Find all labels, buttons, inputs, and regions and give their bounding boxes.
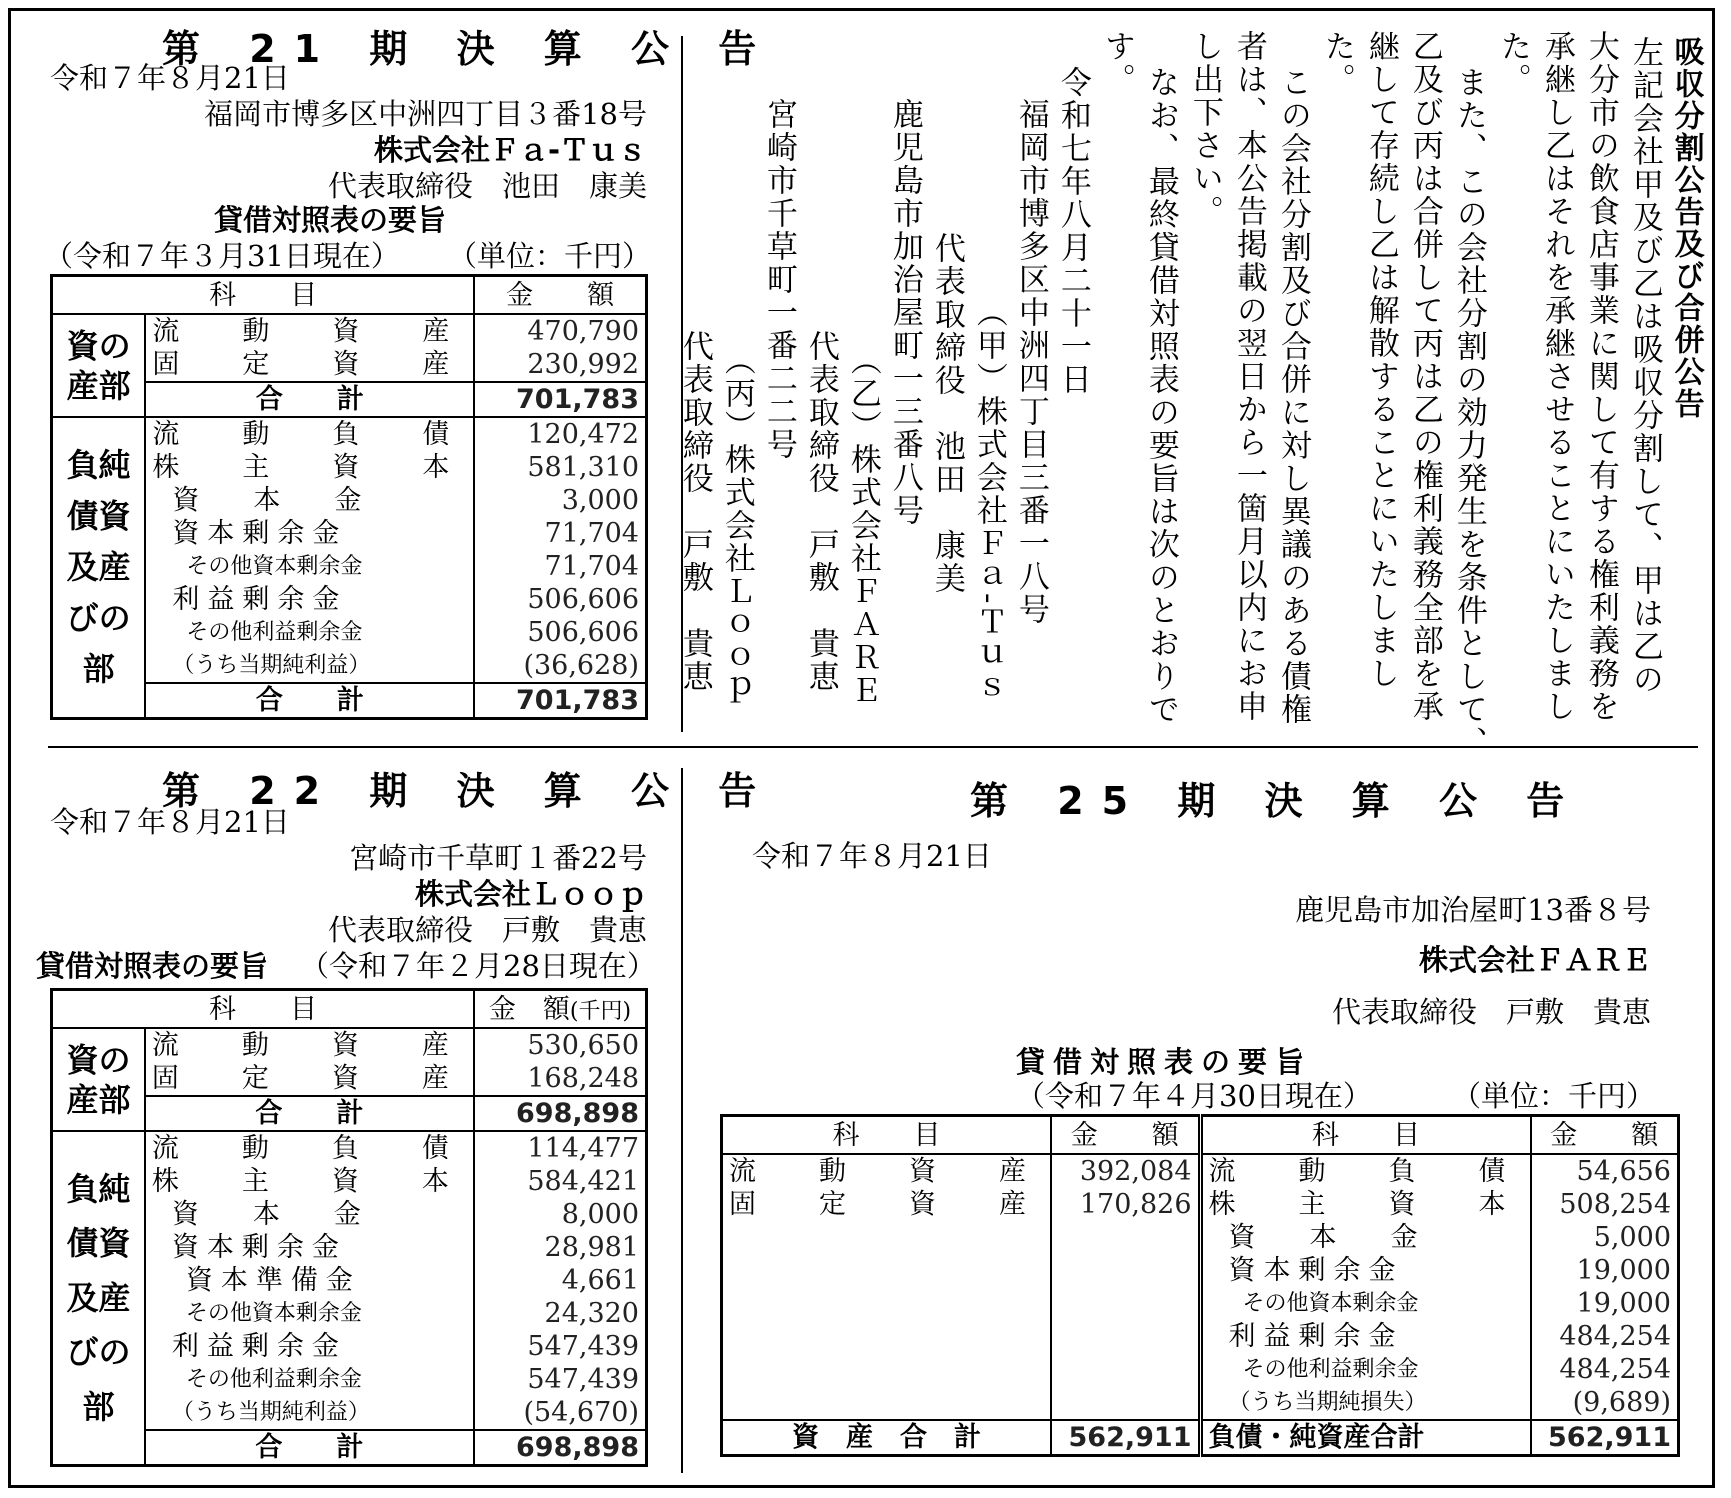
notice22-balance-sheet (50, 988, 648, 1467)
col-unit-text: (千円) (569, 998, 632, 1024)
liab-label: 資本剰余金 (1200, 1254, 1531, 1287)
merger-text-col: 承継し乙はそれを承継させることにいたしまし (1538, 30, 1575, 723)
merger-rep-c: 代表取締役 戸敷 貴恵 (676, 330, 713, 693)
liab-label: 資本剰余金 (145, 1231, 474, 1264)
empty-cell (722, 1221, 1052, 1254)
merger-text-col: この会社分割及び合併に対し異議のある債権 (1274, 66, 1311, 726)
liab-value: 8,000 (474, 1198, 647, 1231)
liab-label: 資 本 金 (145, 1198, 474, 1231)
liab-value: 584,421 (474, 1165, 647, 1198)
empty-cell (1051, 1320, 1200, 1353)
liab-value: 506,606 (474, 616, 646, 649)
notice25-title: 第 25 期 決 算 公 告 (970, 779, 1583, 823)
empty-cell (1051, 1353, 1200, 1386)
liab-label: （うち当期純損失） (1200, 1386, 1531, 1420)
liab-value: 3,000 (474, 484, 646, 517)
liab-value: 508,254 (1531, 1188, 1679, 1221)
liab-value: 120,472 (474, 417, 646, 451)
assets-total-value: 562,911 (1051, 1420, 1200, 1456)
empty-cell (1051, 1221, 1200, 1254)
liab-label: 利益剰余金 (145, 583, 474, 616)
liab-label: その他利益剰余金 (1200, 1353, 1531, 1386)
asset-label: 固 定 資 産 (722, 1188, 1052, 1221)
asset-value: 392,084 (1051, 1154, 1200, 1188)
notice21-bs-date: （令和７年３月31日現在） (44, 239, 400, 273)
notice25-bs-date: （令和７年４月30日現在） (1016, 1079, 1372, 1113)
merger-text-col: た。 (1494, 30, 1531, 96)
merger-text-col: た。 (1318, 30, 1355, 96)
assets-total-label: 合 計 (145, 382, 474, 417)
merger-text-col: 大分市の飲食店事業に関して有する権利義務を (1582, 30, 1619, 723)
liab-value: 506,606 (474, 583, 646, 616)
notice21-balance-sheet (50, 274, 648, 720)
merger-date: 令和七年八月二十一日 (1054, 66, 1091, 396)
notice25-bs-unit: （単位：千円） (1452, 1079, 1656, 1113)
liab-total-label: 負債・純資産合計 (1200, 1420, 1531, 1456)
assets-total-value: 701,783 (474, 382, 646, 417)
notice22-company: 株式会社Ｌｏｏｐ (414, 877, 647, 911)
asset-value: 530,650 (474, 1028, 647, 1062)
notice21-representative: 代表取締役 池田 康美 (327, 169, 647, 203)
merger-text-col: 左記会社甲及び乙は吸収分割して、甲は乙の (1626, 36, 1663, 696)
assets-section-label: 資の 産部 (52, 1028, 145, 1131)
liab-value: 5,000 (1531, 1221, 1679, 1254)
notice21-bs-title: 貸借対照表の要旨 (214, 203, 447, 237)
merger-address-c: 宮崎市千草町一番二二号 (760, 98, 797, 461)
merger-rep-a: 代表取締役 池田 康美 (928, 232, 965, 595)
liab-value: (54,670) (474, 1396, 647, 1430)
merger-text-col: 者は、本公告掲載の翌日から一箇月以内にお申 (1230, 30, 1267, 723)
merger-rep-b: 代表取締役 戸敷 貴恵 (802, 330, 839, 693)
liab-value: (36,628) (474, 649, 646, 683)
notice25-bs-title: 貸借対照表の要旨 (1016, 1045, 1313, 1079)
merger-company-c: （丙）株式会社Ｌｏｏｐ (718, 344, 755, 707)
liab-label: （うち当期純利益） (145, 649, 474, 683)
col-item-header: 科 目 (52, 276, 475, 315)
col-amount-header: 金 額 (1531, 1116, 1679, 1155)
vertical-divider-lower (681, 768, 683, 1473)
asset-value: 170,826 (1051, 1188, 1200, 1221)
assets-section-label: 資の 産部 (52, 314, 146, 417)
notice22-title: 第 22 期 決 算 公 告 (162, 769, 775, 813)
merger-company-a: （甲）株式会社Ｆａ-Ｔｕｓ (970, 296, 1007, 705)
liab-value: 19,000 (1531, 1254, 1679, 1287)
notice25-date: 令和７年８月21日 (752, 839, 992, 873)
notice21-date: 令和７年８月21日 (50, 61, 290, 95)
liab-label: 資 本 金 (1200, 1221, 1531, 1254)
liab-value: 54,656 (1531, 1154, 1679, 1188)
empty-cell (722, 1386, 1052, 1420)
liab-value: 28,981 (474, 1231, 647, 1264)
notice21-bs-unit: （単位：千円） (448, 239, 652, 273)
liab-value: 19,000 (1531, 1287, 1679, 1320)
notice25-company: 株式会社ＦＡＲＥ (1418, 943, 1651, 977)
merger-title: 吸収分割公告及び合併公告 (1668, 36, 1704, 420)
asset-label: 流 動 資 産 (145, 1028, 474, 1062)
col-amount-header: 金 額 (1051, 1116, 1200, 1155)
notice21-company: 株式会社Ｆａ-Ｔｕｓ (373, 133, 647, 167)
liab-value: 71,704 (474, 517, 646, 550)
merger-text-col: す。 (1098, 30, 1135, 96)
liab-value: 484,254 (1531, 1353, 1679, 1386)
liab-value: (9,689) (1531, 1386, 1679, 1420)
liab-label: 利益剰余金 (1200, 1320, 1531, 1353)
asset-value: 168,248 (474, 1062, 647, 1096)
asset-label: 流 動 資 産 (145, 314, 474, 348)
notice22-representative: 代表取締役 戸敷 貴恵 (327, 913, 647, 947)
assets-total-value: 698,898 (474, 1096, 647, 1131)
empty-cell (722, 1254, 1052, 1287)
merger-text-col: なお、最終貸借対照表の要旨は次のとおりで (1142, 66, 1179, 726)
merger-company-b: （乙）株式会社ＦＡＲＥ (844, 344, 881, 707)
merger-address-a: 福岡市博多区中洲四丁目三番一八号 (1012, 98, 1049, 626)
liab-label: 資本剰余金 (145, 517, 474, 550)
liab-total-label: 合 計 (145, 1430, 474, 1466)
col-item-header: 科 目 (1200, 1116, 1531, 1155)
empty-cell (722, 1320, 1052, 1353)
merger-address-b: 鹿児島市加治屋町一三番八号 (886, 98, 923, 527)
merger-text-col: また、この会社分割の効力発生を条件として、 (1450, 66, 1487, 759)
liab-label: 流 動 負 債 (145, 417, 474, 451)
empty-cell (1051, 1287, 1200, 1320)
col-amount-header (474, 990, 647, 1029)
liab-value: 4,661 (474, 1264, 647, 1297)
liab-section-label: 負純 債資 及産 びの 部 (52, 1131, 145, 1466)
asset-label: 固 定 資 産 (145, 348, 474, 382)
notice22-date: 令和７年８月21日 (50, 805, 290, 839)
liab-value: 24,320 (474, 1297, 647, 1330)
col-amount-header: 金 額 (474, 276, 646, 315)
merger-text-col: し出下さい。 (1186, 30, 1223, 228)
liab-value: 547,439 (474, 1330, 647, 1363)
col-item-header: 科 目 (52, 990, 474, 1029)
empty-cell (1051, 1386, 1200, 1420)
notice21-title: 第 21 期 決 算 公 告 (162, 27, 775, 71)
liab-value: 547,439 (474, 1363, 647, 1396)
liab-label: 流 動 負 債 (1200, 1154, 1531, 1188)
liab-total-value: 701,783 (474, 683, 646, 719)
empty-cell (722, 1287, 1052, 1320)
liab-label: 資本準備金 (145, 1264, 474, 1297)
merger-text-col: 乙及び丙は合併して丙は乙の権利義務全部を承 (1406, 30, 1443, 723)
notice25-balance-sheet (720, 1114, 1680, 1457)
empty-cell (1051, 1254, 1200, 1287)
liab-total-value: 562,911 (1531, 1420, 1679, 1456)
liab-section-label: 負純 債資 及産 びの 部 (52, 417, 146, 719)
empty-cell (722, 1353, 1052, 1386)
merger-text-col: 継して存続し乙は解散することにいたしまし (1362, 30, 1399, 690)
liab-label: （うち当期純利益） (145, 1396, 474, 1430)
liab-label: その他利益剰余金 (145, 1363, 474, 1396)
liab-value: 484,254 (1531, 1320, 1679, 1353)
notice22-bs-title: 貸借対照表の要旨 (36, 949, 269, 983)
liab-total-value: 698,898 (474, 1430, 647, 1466)
liab-label: 株 主 資 本 (1200, 1188, 1531, 1221)
liab-label: その他資本剰余金 (145, 550, 474, 583)
liab-label: その他資本剰余金 (145, 1297, 474, 1330)
notice25-representative: 代表取締役 戸敷 貴恵 (1331, 995, 1651, 1029)
liab-label: 株 主 資 本 (145, 1165, 474, 1198)
notice25-address: 鹿児島市加治屋町13番８号 (1295, 893, 1651, 927)
col-item-header: 科 目 (722, 1116, 1052, 1155)
notice22-address: 宮崎市千草町１番22号 (349, 841, 647, 875)
asset-value: 470,790 (474, 314, 646, 348)
liab-label: その他資本剰余金 (1200, 1287, 1531, 1320)
asset-label: 固 定 資 産 (145, 1062, 474, 1096)
notice22-bs-date: （令和７年２月28日現在） (300, 949, 656, 983)
asset-label: 流 動 資 産 (722, 1154, 1052, 1188)
liab-value: 114,477 (474, 1131, 647, 1165)
assets-total-label: 資 産 合 計 (722, 1420, 1052, 1456)
liab-value: 71,704 (474, 550, 646, 583)
liab-total-label: 合 計 (145, 683, 474, 719)
liab-label: 株 主 資 本 (145, 451, 474, 484)
notice21-address: 福岡市博多区中洲四丁目３番18号 (204, 97, 647, 131)
liab-label: 資 本 金 (145, 484, 474, 517)
col-amount-text: 金 額 (488, 993, 570, 1025)
liab-label: 流 動 負 債 (145, 1131, 474, 1165)
liab-label: 利益剰余金 (145, 1330, 474, 1363)
asset-value: 230,992 (474, 348, 646, 382)
liab-label: その他利益剰余金 (145, 616, 474, 649)
assets-total-label: 合 計 (145, 1096, 474, 1131)
liab-value: 581,310 (474, 451, 646, 484)
